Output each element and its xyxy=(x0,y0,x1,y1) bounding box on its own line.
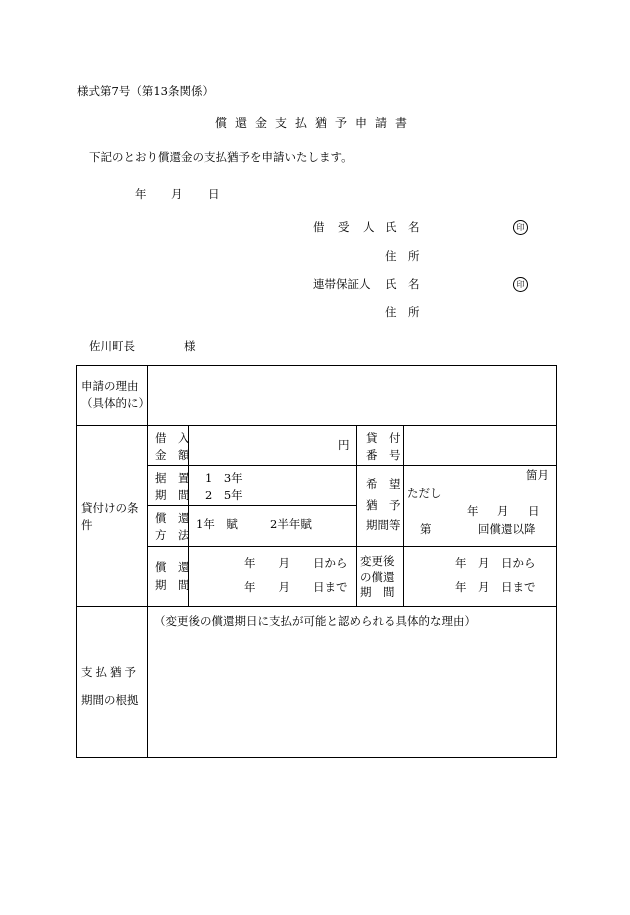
repayment-period-label-line2: 期 間 xyxy=(155,578,190,593)
desired-label-line2: 猶 予 xyxy=(366,497,401,512)
basis-label-line2: 期間の根拠 xyxy=(81,692,139,707)
repayment-method-label xyxy=(155,510,190,543)
deferment-period-label xyxy=(155,470,190,503)
repayment-method-label-line1: 償 還 xyxy=(155,511,190,525)
loan-number-field[interactable] xyxy=(405,426,555,464)
guarantor-name-label: 氏 名 xyxy=(385,277,420,291)
borrower-seal-mark: 印 xyxy=(513,220,528,235)
basis-note: （変更後の償還期日に支払が可能と認められる具体的な理由） xyxy=(154,614,476,628)
basis-input-area[interactable] xyxy=(149,636,555,756)
desired-months-unit: 箇月 xyxy=(526,468,549,482)
desired-installment: 回償還以降 xyxy=(478,522,536,536)
loan-terms-label-line1: 貸付けの条 xyxy=(81,501,139,515)
intro-text: 下記のとおり償還金の支払猶予を申請いたします。 xyxy=(89,150,353,164)
repayment-method-label-line2: 方 法 xyxy=(155,527,190,542)
loan-amount-field[interactable] xyxy=(190,426,355,464)
deferment-label-line1: 据 置 xyxy=(155,471,190,485)
loan-number-label-line1: 貸 付 xyxy=(366,431,401,445)
loan-amount-label xyxy=(155,430,190,463)
repayment-period-from: 年 月 日から xyxy=(244,556,348,570)
changed-period-to: 年 月 日まで xyxy=(455,580,536,594)
borrower-label: 借 受 人 xyxy=(313,220,376,234)
desired-tadashi: ただし xyxy=(407,486,442,500)
form-title: 償還金支払猶予申請書 xyxy=(214,116,415,130)
changed-period-label-line1: 変更後 xyxy=(360,554,395,568)
repayment-period-label-line1: 償 還 xyxy=(155,560,190,574)
desired-label-line1: 希 望 xyxy=(366,477,401,491)
guarantor-seal-mark: 印 xyxy=(513,277,528,292)
basis-label-line1: 支払猶予 xyxy=(81,665,139,679)
deferment-label-line2: 期 間 xyxy=(155,487,190,502)
loan-terms-label xyxy=(81,500,139,533)
addressee-name: 佐川町長 xyxy=(89,339,135,353)
repayment-period-label xyxy=(155,558,190,595)
desired-deferment-label xyxy=(366,474,401,536)
reason-input-area[interactable] xyxy=(149,367,555,424)
reason-label xyxy=(81,378,150,411)
borrower-address-label: 住 所 xyxy=(385,249,420,263)
desired-label-line3: 期間等 xyxy=(366,518,401,533)
borrower-name-label: 氏 名 xyxy=(385,220,420,234)
changed-period-label xyxy=(360,554,395,601)
loan-terms-label-line2: 件 xyxy=(81,517,93,532)
yen-unit: 円 xyxy=(338,438,350,452)
changed-period-label-line3: 期 間 xyxy=(360,585,395,600)
guarantor-address-label: 住 所 xyxy=(385,305,420,319)
loan-number-label-line2: 番 号 xyxy=(366,447,401,462)
changed-period-label-line2: の償還 xyxy=(360,569,395,584)
loan-amount-label-line1: 借 入 xyxy=(155,431,190,445)
repayment-option-annual[interactable]: 1年 賦 xyxy=(196,517,238,531)
date-year-label: 年 xyxy=(135,187,147,201)
deferment-option-5years[interactable]: 2 5年 xyxy=(205,487,243,502)
guarantor-label: 連帯保証人 xyxy=(313,277,371,291)
deferment-option-3years[interactable]: 1 3年 xyxy=(205,471,243,485)
deferment-options xyxy=(205,470,243,503)
date-month-label: 月 xyxy=(171,187,183,201)
basis-label xyxy=(81,659,139,714)
addressee-honorific: 様 xyxy=(184,339,196,353)
desired-month: 月 xyxy=(497,504,509,518)
desired-day: 日 xyxy=(528,504,540,518)
form-number: 様式第7号（第13条関係） xyxy=(77,84,214,98)
loan-number-label xyxy=(366,430,401,463)
date-day-label: 日 xyxy=(208,187,220,201)
repayment-period-to: 年 月 日まで xyxy=(244,580,348,594)
desired-dai: 第 xyxy=(420,522,432,536)
reason-label-line2: （具体的に） xyxy=(81,395,150,410)
reason-label-line1: 申請の理由 xyxy=(81,379,139,393)
desired-year: 年 xyxy=(467,504,479,518)
changed-period-from: 年 月 日から xyxy=(455,556,536,570)
loan-amount-label-line2: 金 額 xyxy=(155,447,190,462)
repayment-option-semiannual[interactable]: 2半年賦 xyxy=(270,517,312,531)
